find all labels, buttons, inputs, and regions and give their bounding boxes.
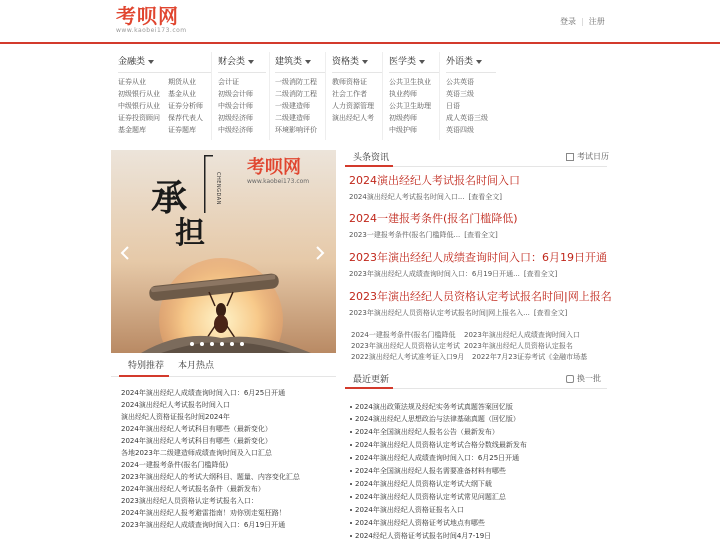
category-title[interactable]: 建筑类 xyxy=(275,54,311,67)
caret-down-icon xyxy=(148,60,154,64)
bullet-icon xyxy=(350,496,352,498)
latest-accent xyxy=(345,387,393,389)
category-link[interactable]: 证券投资顾问 xyxy=(118,114,160,122)
category-link[interactable]: 期货从业 xyxy=(168,78,196,86)
auth-links xyxy=(560,16,605,27)
list-item[interactable]: 2023年演出经纪人成绩查询时间入口：6月19日开通 xyxy=(121,521,286,529)
mini-link[interactable]: 2023年演出经纪人员资格认定报名 xyxy=(464,342,573,350)
list-item[interactable]: 2024年演出经纪人成绩查询时间入口：6月25日开通 xyxy=(350,452,519,464)
category-link[interactable]: 执业药师 xyxy=(389,90,417,98)
mini-link[interactable]: 2024一建报考条件(报名门槛降低 xyxy=(351,331,456,339)
list-item[interactable]: 2024演出经纪人考试报名时间入口 xyxy=(121,401,230,409)
column-divider xyxy=(269,52,270,140)
category-link[interactable]: 英语三级 xyxy=(446,90,474,98)
read-more-link[interactable]: [查看全文] xyxy=(523,270,558,278)
category-link[interactable]: 成人英语三级 xyxy=(446,114,488,122)
carousel-dot[interactable] xyxy=(210,342,214,346)
category-language xyxy=(446,46,506,146)
banner-logo-url: www.kaobei173.com xyxy=(247,178,310,185)
category-link[interactable]: 基金题库 xyxy=(118,126,146,134)
category-link[interactable]: 保荐代表人 xyxy=(168,114,203,122)
banner-seal: CHENGDAN xyxy=(215,172,221,205)
chevron-right-icon[interactable] xyxy=(315,246,325,260)
caret-down-icon xyxy=(305,60,311,64)
list-item[interactable]: 2023演出经纪人员资格认定考试报名入口： xyxy=(121,497,258,505)
list-item[interactable]: 2024年全国演出经纪人报名需要准备材料有哪些 xyxy=(350,465,506,477)
category-link[interactable]: 人力资源管理 xyxy=(332,102,374,110)
caret-down-icon xyxy=(362,60,368,64)
exam-calendar-link[interactable] xyxy=(566,151,609,162)
headline-title[interactable]: 2024一建报考条件(报名门槛降低) xyxy=(349,212,518,225)
list-item[interactable]: 2024年演出经纪人考试报名条件（最新发布） xyxy=(121,485,265,493)
category-link[interactable]: 演出经纪人考 xyxy=(332,114,374,122)
banner-logo xyxy=(247,158,309,185)
headline-summary: 2023一建报考条件(报名门槛降低... [查看全文] xyxy=(349,231,498,239)
category-link[interactable]: 初级药师 xyxy=(389,114,417,122)
read-more-link[interactable]: [查看全文] xyxy=(533,309,568,317)
category-title[interactable]: 医学类 xyxy=(389,54,425,67)
column-divider xyxy=(325,52,326,140)
tab-active-indicator xyxy=(119,375,169,377)
list-item[interactable]: 2024年演出经纪人报考避雷指南！劝你别走冤枉路！ xyxy=(121,509,286,517)
headline-title[interactable]: 2024演出经纪人考试报名时间入口 xyxy=(349,174,520,187)
column-divider xyxy=(439,52,440,140)
category-link[interactable]: 证券分析师 xyxy=(168,102,203,110)
headline-item xyxy=(349,251,607,279)
mini-link[interactable]: 2023年演出经纪人成绩查询时间入口 xyxy=(464,331,580,339)
category-divider xyxy=(332,72,382,73)
read-more-link[interactable]: [查看全文] xyxy=(464,231,498,239)
exam-calendar-label: 考试日历 xyxy=(577,152,609,161)
calendar-icon xyxy=(566,153,574,161)
mini-link[interactable]: 2022演出经纪人考试准考证入口9月 xyxy=(351,353,465,361)
category-link[interactable]: 二级建造师 xyxy=(275,114,310,122)
category-link[interactable]: 社会工作者 xyxy=(332,90,367,98)
site-logo[interactable] xyxy=(116,5,187,35)
category-link[interactable]: 证券题库 xyxy=(168,126,196,134)
logo-text: 考呗网 xyxy=(116,4,179,28)
category-accounting xyxy=(218,46,268,146)
category-finance xyxy=(118,46,218,146)
banner-calligraphy-1: 承 xyxy=(151,177,188,219)
list-item[interactable]: 2024演出经纪人思想政治与法律基础真题（回忆版） xyxy=(350,413,520,425)
category-link[interactable]: 教师资格证 xyxy=(332,78,367,86)
caret-down-icon xyxy=(248,60,254,64)
carousel-dot[interactable] xyxy=(220,342,224,346)
category-link[interactable]: 公共卫生助理 xyxy=(389,102,431,110)
category-link[interactable]: 初级经济师 xyxy=(218,114,253,122)
caret-down-icon xyxy=(419,60,425,64)
carousel-dot[interactable] xyxy=(200,342,204,346)
site-header xyxy=(0,0,720,44)
caret-down-icon xyxy=(476,60,482,64)
list-item[interactable]: 2024年演出经纪人员资格认定考试合格分数线最新发布 xyxy=(350,439,527,451)
banner-logo-text: 考呗网 xyxy=(247,157,301,178)
category-construction xyxy=(275,46,331,146)
list-item[interactable]: 2024年演出经纪人资格证考试地点有哪些 xyxy=(350,517,485,529)
headline-title[interactable]: 2023年演出经纪人成绩查询时间入口：6月19日开通 xyxy=(349,251,607,264)
headline-item xyxy=(349,212,518,240)
tab-special[interactable]: 特别推荐 xyxy=(128,361,165,371)
category-link[interactable]: 英语四级 xyxy=(446,126,474,134)
headline-title[interactable]: 2023年演出经纪人员资格认定考试报名时间|网上报名 xyxy=(349,290,612,303)
list-item[interactable]: 2023年演出经纪人的考试大纲科目、题量、内容变化汇总 xyxy=(121,473,300,481)
category-link[interactable]: 证券从业 xyxy=(118,78,146,86)
category-link[interactable]: 基金从业 xyxy=(168,90,196,98)
list-item[interactable]: 2024年演出经纪人成绩查询时间入口：6月25日开通 xyxy=(121,389,286,397)
category-title[interactable]: 外语类 xyxy=(446,54,482,67)
category-medical xyxy=(389,46,445,146)
register-link[interactable]: 注册 xyxy=(588,17,605,26)
read-more-link[interactable]: [查看全文] xyxy=(468,193,502,201)
category-link[interactable]: 初级会计师 xyxy=(218,90,253,98)
list-item[interactable]: 2024年演出经纪人考试科目有哪些（最新变化） xyxy=(121,425,272,433)
category-link[interactable]: 公共卫生执业 xyxy=(389,78,431,86)
category-link[interactable]: 中级银行从业 xyxy=(118,102,160,110)
refresh-button[interactable] xyxy=(566,373,601,384)
category-divider xyxy=(218,72,266,73)
headline-summary: 2023年演出经纪人成绩查询时间入口：6月19日开通... [查看全文] xyxy=(349,270,558,278)
bullet-icon xyxy=(350,418,352,420)
category-qualification xyxy=(332,46,388,146)
auth-separator: | xyxy=(581,17,584,26)
column-divider xyxy=(211,52,212,140)
category-divider xyxy=(118,72,212,73)
bullet-icon xyxy=(350,431,352,433)
banner-carousel[interactable] xyxy=(111,150,336,353)
headline-item xyxy=(349,174,520,202)
category-link[interactable]: 一级建造师 xyxy=(275,102,310,110)
list-item[interactable]: 2024年演出经纪人员资格认定考试常见问题汇总 xyxy=(350,491,506,503)
category-title[interactable]: 金融类 xyxy=(118,54,154,67)
headline-summary: 2023年演出经纪人员资格认定考试报名时间|网上报名入... [查看全文] xyxy=(349,309,568,317)
bullet-icon xyxy=(350,483,352,485)
category-link[interactable]: 日语 xyxy=(446,102,460,110)
category-divider xyxy=(275,72,325,73)
carousel-dot[interactable] xyxy=(230,342,234,346)
bullet-icon xyxy=(350,444,352,446)
category-title[interactable]: 财会类 xyxy=(218,54,254,67)
column-divider xyxy=(382,52,383,140)
banner-calligraphy-2: 担 xyxy=(175,216,205,251)
list-item[interactable]: 2024年演出经纪人员资格认定考试大纲下载 xyxy=(350,478,492,490)
chevron-left-icon[interactable] xyxy=(120,246,130,260)
category-link[interactable]: 中级经济师 xyxy=(218,126,253,134)
bullet-icon xyxy=(350,406,352,408)
category-title[interactable]: 资格类 xyxy=(332,54,368,67)
category-divider xyxy=(446,72,496,73)
login-link[interactable]: 登录 xyxy=(560,17,576,26)
bullet-icon xyxy=(350,535,352,537)
list-item[interactable]: 2024年演出经纪人资格证报名入口 xyxy=(350,504,464,516)
category-link[interactable]: 中级护师 xyxy=(389,126,417,134)
latest-title: 最近更新 xyxy=(353,375,390,385)
headline-summary: 2024演出经纪人考试报名时间入口... [查看全文] xyxy=(349,193,502,201)
carousel-dot[interactable] xyxy=(240,342,244,346)
list-item[interactable]: 各地2023年二级建造师成绩查询时间及入口汇总 xyxy=(121,449,272,457)
list-item[interactable]: 2024演出政策法规及经纪实务考试真题答案回忆版 xyxy=(350,401,513,413)
category-nav xyxy=(110,46,610,146)
carousel-dot[interactable] xyxy=(190,342,194,346)
category-link[interactable]: 一级消防工程 xyxy=(275,78,317,86)
bullet-icon xyxy=(350,522,352,524)
category-link[interactable]: 环境影响评价 xyxy=(275,126,317,134)
headline-item xyxy=(349,290,612,318)
headlines-accent xyxy=(345,165,393,167)
headlines-title: 头条资讯 xyxy=(353,153,390,163)
refresh-label: 换一批 xyxy=(577,374,601,383)
list-item[interactable]: 2024年全国演出经纪人报名公告（最新发布） xyxy=(350,426,499,438)
mini-link[interactable]: 2023年演出经纪人员资格认定考试 xyxy=(351,342,460,350)
refresh-icon xyxy=(566,375,574,383)
bullet-icon xyxy=(350,457,352,459)
category-link[interactable]: 公共英语 xyxy=(446,78,474,86)
category-link[interactable]: 二级消防工程 xyxy=(275,90,317,98)
category-link[interactable]: 会计证 xyxy=(218,78,239,86)
logo-url: www.kaobei173.com xyxy=(116,27,187,34)
bullet-icon xyxy=(350,509,352,511)
list-item[interactable]: 2024年演出经纪人考试科目有哪些（最新变化） xyxy=(121,437,272,445)
list-item[interactable]: 2024一建报考条件(报名门槛降低) xyxy=(121,461,229,469)
category-link[interactable]: 中级会计师 xyxy=(218,102,253,110)
mini-link[interactable]: 2022年7月23证券考试《金融市场基 xyxy=(472,353,588,361)
category-divider xyxy=(389,72,439,73)
list-item[interactable]: 演出经纪人资格证报名时间2024年 xyxy=(121,413,230,421)
list-item[interactable]: 2024经纪人资格证考试报名时间4月7-19日 xyxy=(350,530,491,540)
bullet-icon xyxy=(350,470,352,472)
tab-hot[interactable]: 本月热点 xyxy=(178,361,215,371)
category-link[interactable]: 初级银行从业 xyxy=(118,90,160,98)
